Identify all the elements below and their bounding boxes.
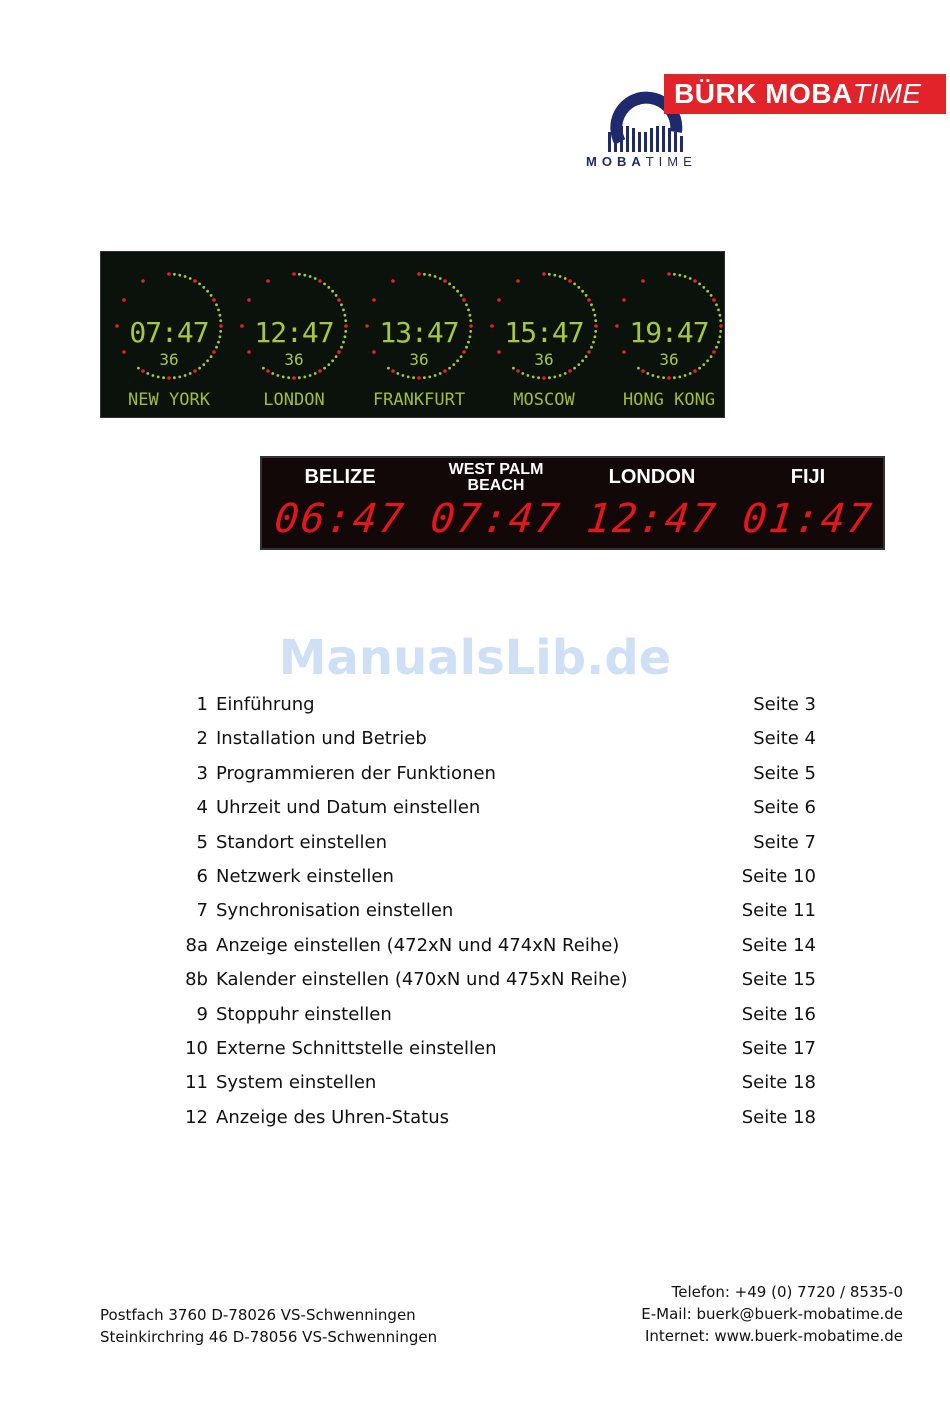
second-dot	[553, 376, 556, 379]
second-dot	[287, 376, 290, 379]
clock-time: 12:47	[254, 316, 334, 349]
second-dot	[162, 376, 165, 379]
toc-page: Seite 16	[741, 1003, 816, 1025]
second-dot	[206, 290, 209, 293]
toc-entry[interactable]	[160, 797, 820, 831]
second-dot	[497, 298, 501, 302]
second-dot	[702, 286, 705, 289]
second-dot	[684, 374, 687, 377]
second-dot	[210, 294, 213, 297]
second-dot	[167, 272, 171, 276]
second-dot	[342, 309, 345, 312]
toc-title: Uhrzeit und Datum einstellen	[216, 797, 481, 819]
clock-time: 19:47	[629, 316, 709, 349]
second-dot	[184, 275, 187, 278]
toc-number: 5	[196, 831, 208, 853]
second-dot	[657, 376, 660, 379]
toc-number: 8a	[185, 934, 208, 956]
footer-postbox: Postfach 3760 D-78026 VS-Schwenningen	[100, 1306, 416, 1324]
world-clock	[609, 264, 729, 414]
clock-seconds: 36	[284, 350, 304, 369]
footer-contact	[641, 1281, 903, 1347]
toc-page: Seite 18	[741, 1072, 816, 1094]
clock-city: NEW YORK	[128, 390, 210, 410]
second-dot	[460, 294, 463, 297]
second-dot	[212, 298, 216, 302]
second-dot	[318, 279, 322, 283]
clock-time: 13:47	[379, 316, 459, 349]
second-dot	[706, 290, 709, 293]
second-dot	[323, 283, 326, 286]
second-dot	[309, 275, 312, 278]
second-dot	[396, 372, 399, 375]
toc-title: Anzeige einstellen (472xN und 474xN Reihe)	[216, 934, 620, 956]
zone-time: 07:47	[428, 496, 564, 542]
toc-number: 9	[196, 1003, 208, 1025]
second-dot	[173, 273, 176, 276]
second-dot	[559, 275, 562, 278]
footer-website[interactable]: Internet: www.buerk-mobatime.de	[644, 1327, 903, 1345]
second-dot	[587, 298, 591, 302]
toc-page: Seite 10	[741, 865, 816, 887]
zone-city: LONDON	[608, 466, 696, 488]
second-dot	[592, 309, 595, 312]
toc-entry[interactable]	[160, 1107, 820, 1141]
clock-seconds: 36	[659, 350, 679, 369]
second-dot	[122, 298, 126, 302]
watermark: ManualsLib.de	[278, 630, 672, 686]
second-dot	[456, 290, 459, 293]
toc-entry[interactable]	[160, 1072, 820, 1106]
second-dot	[712, 298, 716, 302]
second-dot	[516, 279, 520, 283]
second-dot	[271, 372, 274, 375]
second-dot	[412, 376, 415, 379]
toc-title: Einführung	[216, 694, 315, 715]
second-dot	[247, 298, 251, 302]
toc-entry[interactable]	[160, 900, 820, 934]
second-dot	[577, 286, 580, 289]
toc-title: Installation und Betrieb	[216, 728, 427, 750]
second-dot	[693, 279, 697, 283]
second-dot	[217, 309, 220, 312]
second-dot	[641, 279, 645, 283]
second-dot	[428, 274, 431, 277]
second-dot	[391, 279, 395, 283]
zone-time: 12:47	[584, 496, 720, 542]
toc-entry[interactable]	[160, 935, 820, 969]
world-clock	[359, 264, 479, 414]
second-dot	[417, 376, 421, 380]
toc-title: Anzeige des Uhren-Status	[216, 1106, 449, 1128]
second-dot	[439, 277, 442, 280]
second-dot	[189, 372, 192, 375]
second-dot	[331, 290, 334, 293]
second-dot	[443, 279, 447, 283]
toc-page: Seite 11	[741, 900, 816, 922]
brand-name: BÜRK MOBATIME	[664, 74, 946, 114]
toc-page: Seite 5	[753, 762, 816, 784]
red-world-time-panel	[260, 456, 885, 550]
toc-entry[interactable]	[160, 832, 820, 866]
second-dot	[423, 273, 426, 276]
toc-number: 11	[185, 1072, 208, 1094]
toc-number: 7	[196, 900, 208, 922]
second-dot	[198, 283, 201, 286]
second-dot	[667, 272, 671, 276]
second-dot	[542, 272, 546, 276]
toc-entry[interactable]	[160, 694, 820, 728]
second-dot	[581, 290, 584, 293]
second-dot	[184, 374, 187, 377]
second-dot	[678, 376, 681, 379]
second-dot	[146, 372, 149, 375]
second-dot	[309, 374, 312, 377]
toc-number: 6	[196, 865, 208, 887]
toc-title: Kalender einstellen (470xN und 475xN Reihe)	[216, 969, 628, 991]
toc-title: Synchronisation einstellen	[216, 900, 454, 922]
second-dot	[266, 279, 270, 283]
second-dot	[548, 376, 551, 379]
second-dot	[646, 372, 649, 375]
toc-page: Seite 7	[753, 831, 816, 853]
toc-entry[interactable]	[160, 1004, 820, 1038]
toc-number: 3	[196, 762, 208, 784]
second-dot	[521, 372, 524, 375]
second-dot	[193, 369, 197, 373]
toc-page: Seite 3	[753, 694, 816, 715]
second-dot	[532, 376, 535, 379]
toc-entry[interactable]	[160, 969, 820, 1003]
second-dot	[314, 277, 317, 280]
second-dot	[698, 283, 701, 286]
toc-page: Seite 4	[753, 728, 816, 750]
toc-title: System einstellen	[216, 1072, 377, 1094]
clock-city: LONDON	[263, 390, 325, 410]
second-dot	[590, 303, 593, 306]
second-dot	[407, 376, 410, 379]
second-dot	[568, 369, 572, 373]
toc-page: Seite 17	[741, 1037, 816, 1059]
toc-number: 2	[196, 728, 208, 750]
second-dot	[402, 374, 405, 377]
second-dot	[178, 274, 181, 277]
toc-number: 8b	[185, 969, 208, 991]
second-dot	[693, 369, 697, 373]
second-dot	[439, 372, 442, 375]
second-dot	[673, 273, 676, 276]
second-dot	[157, 376, 160, 379]
time-zone	[574, 458, 730, 552]
second-dot	[298, 273, 301, 276]
second-dot	[710, 294, 713, 297]
second-dot	[684, 275, 687, 278]
second-dot	[537, 376, 540, 379]
second-dot	[417, 272, 421, 276]
clock-city: HONG KONG	[622, 390, 716, 410]
second-dot	[568, 279, 572, 283]
second-dot	[337, 298, 341, 302]
second-dot	[298, 376, 301, 379]
toc-number: 1	[196, 694, 208, 715]
second-dot	[141, 279, 145, 283]
second-dot	[717, 309, 720, 312]
second-dot	[689, 277, 692, 280]
second-dot	[452, 286, 455, 289]
clock-seconds: 36	[534, 350, 554, 369]
second-dot	[689, 372, 692, 375]
second-dot	[215, 303, 218, 306]
second-dot	[462, 298, 466, 302]
second-dot	[527, 374, 530, 377]
toc-title: Programmieren der Funktionen	[216, 762, 496, 784]
second-dot	[335, 294, 338, 297]
clock-time: 07:47	[129, 316, 209, 349]
second-dot	[465, 303, 468, 306]
second-dot	[673, 376, 676, 379]
footer-email[interactable]: E-Mail: buerk@buerk-mobatime.de	[641, 1305, 903, 1323]
brand-subtitle: MOBATIME	[586, 154, 697, 169]
toc-title: Standort einstellen	[216, 831, 388, 853]
toc-page: Seite 18	[741, 1106, 816, 1128]
toc-title: Stoppuhr einstellen	[216, 1003, 392, 1025]
clock-seconds: 36	[159, 350, 179, 369]
second-dot	[292, 272, 296, 276]
second-dot	[152, 374, 155, 377]
second-dot	[564, 277, 567, 280]
time-zone	[262, 458, 418, 552]
second-dot	[173, 376, 176, 379]
second-dot	[282, 376, 285, 379]
second-dot	[391, 369, 395, 373]
second-dot	[585, 294, 588, 297]
toc-number: 10	[185, 1037, 208, 1059]
toc-number: 12	[185, 1106, 208, 1128]
toc-number: 4	[196, 797, 208, 819]
second-dot	[622, 298, 626, 302]
second-dot	[434, 275, 437, 278]
toc-entry[interactable]	[160, 728, 820, 762]
zone-time: 06:47	[272, 496, 408, 542]
second-dot	[340, 303, 343, 306]
zone-time: 01:47	[740, 496, 876, 542]
time-zone	[730, 458, 886, 552]
footer-street: Steinkirchring 46 D-78056 VS-Schwenningen	[100, 1328, 438, 1346]
second-dot	[372, 298, 376, 302]
company-logo	[580, 70, 950, 180]
second-dot	[423, 376, 426, 379]
clock-time: 15:47	[504, 316, 584, 349]
footer-phone: Telefon: +49 (0) 7720 / 8535-0	[671, 1283, 903, 1301]
second-dot	[314, 372, 317, 375]
second-dot	[553, 274, 556, 277]
clock-city: MOSCOW	[513, 390, 575, 410]
second-dot	[652, 374, 655, 377]
second-dot	[667, 376, 671, 380]
toc-page: Seite 6	[753, 797, 816, 819]
zone-city: WEST PALM BEACH	[448, 461, 544, 494]
second-dot	[448, 283, 451, 286]
second-dot	[641, 369, 645, 373]
clock-seconds: 36	[409, 350, 429, 369]
second-dot	[266, 369, 270, 373]
toc-entry[interactable]	[160, 866, 820, 900]
second-dot	[559, 374, 562, 377]
second-dot	[193, 279, 197, 283]
second-dot	[443, 369, 447, 373]
second-dot	[202, 286, 205, 289]
toc-page: Seite 14	[741, 934, 816, 956]
toc-title: Externe Schnittstelle einstellen	[216, 1037, 497, 1059]
second-dot	[318, 369, 322, 373]
second-dot	[277, 374, 280, 377]
toc-entry[interactable]	[160, 1038, 820, 1072]
second-dot	[178, 376, 181, 379]
world-clock	[109, 264, 229, 414]
world-clock	[484, 264, 604, 414]
green-world-clock-panel	[100, 251, 725, 418]
world-clock	[234, 264, 354, 414]
second-dot	[467, 309, 470, 312]
second-dot	[141, 369, 145, 373]
second-dot	[516, 369, 520, 373]
second-dot	[542, 376, 546, 380]
second-dot	[548, 273, 551, 276]
second-dot	[189, 277, 192, 280]
second-dot	[428, 376, 431, 379]
toc-entry[interactable]	[160, 763, 820, 797]
second-dot	[564, 372, 567, 375]
second-dot	[167, 376, 171, 380]
second-dot	[573, 283, 576, 286]
toc-title: Netzwerk einstellen	[216, 865, 394, 887]
second-dot	[678, 274, 681, 277]
table-of-contents	[160, 694, 820, 1141]
zone-city: FIJI	[790, 466, 826, 488]
second-dot	[303, 274, 306, 277]
second-dot	[434, 374, 437, 377]
second-dot	[292, 376, 296, 380]
second-dot	[327, 286, 330, 289]
second-dot	[662, 376, 665, 379]
clock-city: FRANKFURT	[372, 390, 466, 410]
footer-address	[100, 1304, 437, 1348]
time-zone	[418, 458, 574, 552]
second-dot	[715, 303, 718, 306]
zone-city: BELIZE	[304, 466, 376, 488]
second-dot	[303, 376, 306, 379]
toc-page: Seite 15	[741, 969, 816, 991]
